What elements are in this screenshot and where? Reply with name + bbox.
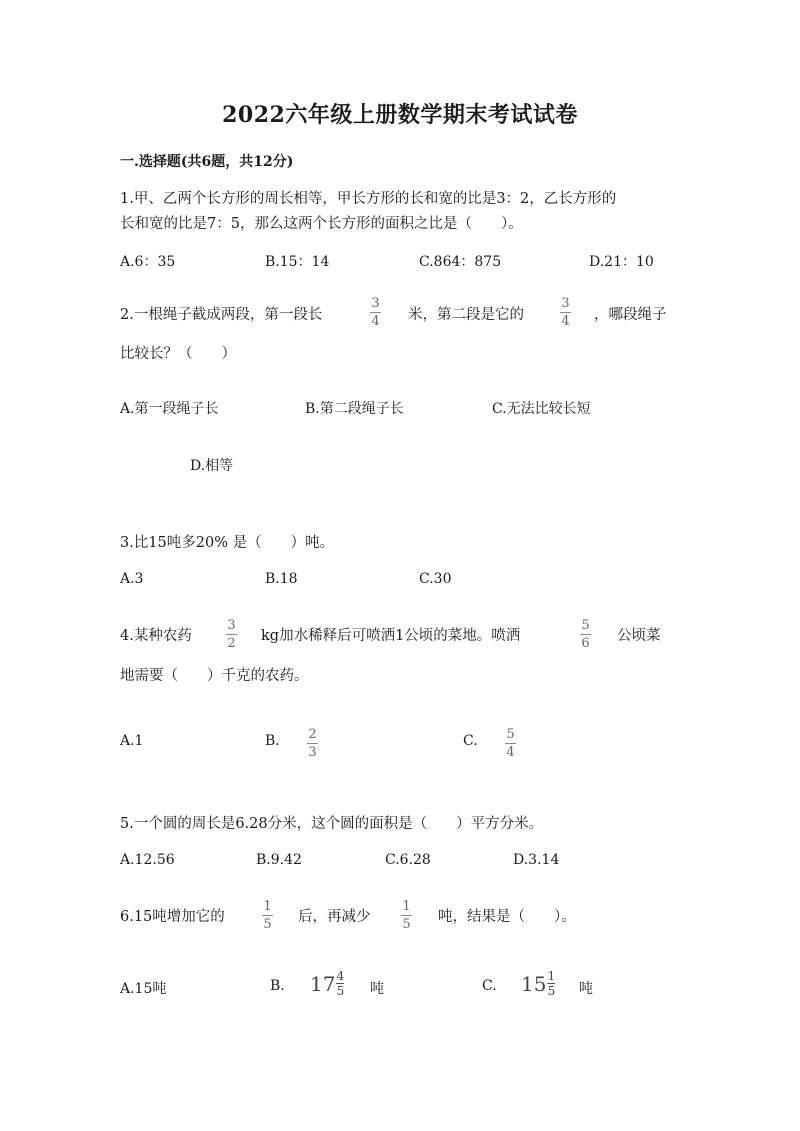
question-3-option-b: B.18 [265,571,298,587]
question-3-text: 3.比15吨多20% 是（ ）吨。 [120,535,335,551]
question-2-fraction-2 [560,296,571,329]
question-1-option-a: A.6：35 [120,254,176,270]
question-1-line-2: 长和宽的比是7：5，那么这两个长方形的面积之比是（ ）。 [120,216,523,232]
question-6-option-b-unit: 吨 [370,981,384,997]
question-2-option-d: D.相等 [190,458,234,474]
question-6-text-part-3: 吨，结果是（ ）。 [438,909,576,925]
question-4-option-b-fraction [307,727,318,760]
question-5-option-b: B.9.42 [256,852,302,868]
question-2-option-a: A.第一段绳子长 [120,401,219,417]
question-6-option-a: A.15吨 [120,981,167,997]
fraction-numerator: 1 [547,969,556,983]
question-2-line-2: 比较长？（ ） [120,346,236,362]
fraction-denominator: 5 [336,984,345,998]
question-4-text-part-3: 公顷菜 [617,628,661,644]
fraction-numerator: 3 [371,296,380,311]
fraction-bar [307,743,318,744]
question-1-option-d: D.21：10 [589,254,654,270]
question-4-text-part-2: kg加水稀释后可喷洒1公顷的菜地。喷洒 [261,628,521,644]
mixed-number-fraction [547,970,555,997]
question-2-option-c: C.无法比较长短 [492,401,591,417]
question-3-option-a: A.3 [120,571,144,587]
question-6-option-c: C. [482,978,497,994]
fraction-numerator: 2 [308,727,317,742]
fraction-numerator: 3 [227,618,236,633]
question-4-option-b: B. [265,733,280,749]
fraction-denominator: 4 [561,314,570,329]
fraction-denominator: 5 [547,984,556,998]
question-4-fraction-2 [580,618,591,651]
fraction-numerator: 5 [581,618,590,633]
fraction-denominator: 4 [506,745,515,760]
question-6-fraction-1 [262,899,273,932]
fraction-numerator: 4 [336,969,345,983]
fraction-denominator: 2 [227,636,236,651]
fraction-bar [401,915,412,916]
question-6-option-b: B. [270,978,285,994]
fraction-denominator: 3 [308,745,317,760]
fraction-numerator: 5 [506,727,515,742]
question-1-option-c: C.864：875 [419,254,502,270]
question-6-option-c-unit: 吨 [579,981,593,997]
question-4-fraction-1 [226,618,237,651]
question-2-fraction-1 [370,296,381,329]
mixed-number-fraction [336,970,344,997]
fraction-denominator: 6 [581,636,590,651]
fraction-bar [262,915,273,916]
fraction-denominator: 5 [263,917,272,932]
fraction-numerator: 1 [402,899,411,914]
question-6-fraction-2 [401,899,412,932]
fraction-bar [580,634,591,635]
fraction-bar [560,312,571,313]
question-4-option-a: A.1 [120,733,144,749]
question-3-option-c: C.30 [419,571,452,587]
fraction-bar [505,743,516,744]
fraction-numerator: 3 [561,296,570,311]
question-6-option-c-mixed-number [521,970,555,997]
mixed-number-whole: 15 [521,971,547,996]
question-1-line-1: 1.甲、乙两个长方形的周长相等，甲长方形的长和宽的比是3：2，乙长方形的 [120,191,617,207]
question-5-option-a: A.12.56 [120,852,175,868]
question-2-text-part-3: ，哪段绳子 [594,307,667,323]
fraction-bar [226,634,237,635]
question-5-option-d: D.3.14 [513,852,560,868]
section-heading: 一.选择题(共6题，共12分) [120,154,294,170]
question-4-option-c-fraction [505,727,516,760]
question-1-option-b: B.15：14 [265,254,330,270]
question-4-option-c: C. [463,733,478,749]
fraction-numerator: 1 [263,899,272,914]
question-4-line-2: 地需要（ ）千克的农药。 [120,668,309,684]
question-2-text-part-2: 米，第二段是它的 [408,307,524,323]
question-6-option-b-mixed-number [310,970,344,997]
question-4-text-part-1: 4.某种农药 [120,628,192,644]
fraction-bar [370,312,381,313]
question-6-text-part-2: 后，再减少 [298,909,371,925]
mixed-number-whole: 17 [310,971,336,996]
question-2-option-b: B.第二段绳子长 [305,401,404,417]
question-5-text: 5.一个圆的周长是6.28分米，这个圆的面积是（ ）平方分米。 [120,816,544,832]
question-5-option-c: C.6.28 [385,852,431,868]
fraction-denominator: 5 [402,917,411,932]
fraction-denominator: 4 [371,314,380,329]
question-6-text-part-1: 6.15吨增加它的 [120,909,225,925]
question-2-text-part-1: 2.一根绳子截成两段，第一段长 [120,307,323,323]
page-title: 2022六年级上册数学期末考试试卷 [222,102,578,128]
